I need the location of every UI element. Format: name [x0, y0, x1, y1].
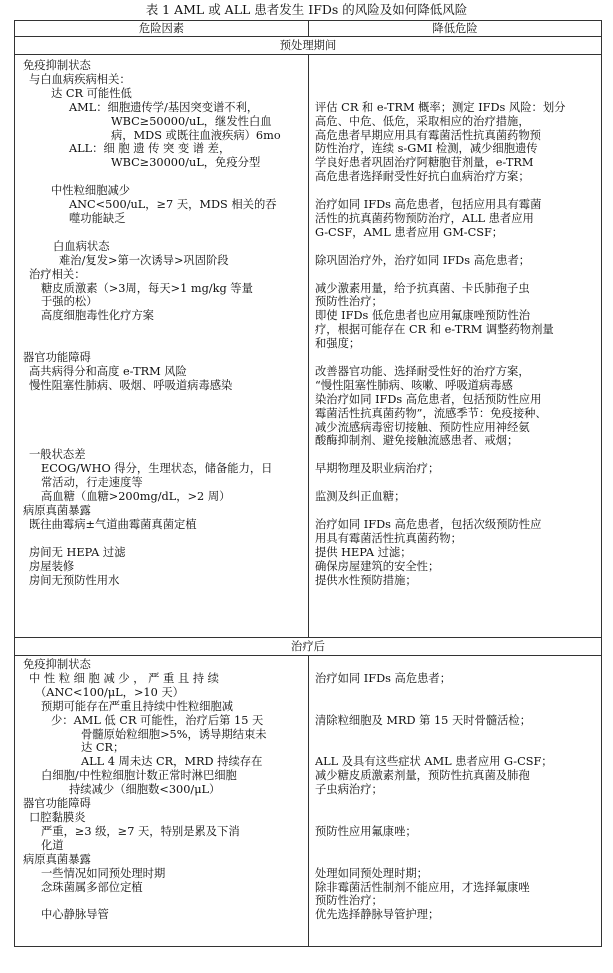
- text-line: [315, 268, 601, 282]
- section-post-treatment: 治疗后: [15, 638, 602, 656]
- text-line: 即使 IFDs 低危患者也应用氟康唑预防性治: [315, 309, 531, 323]
- text-line: 免疫抑制状态: [23, 658, 91, 671]
- text-line: 房间无预防性用水: [29, 573, 120, 587]
- text-line: ALL：细 胞 遗 传 突 变 谱 差，: [69, 142, 231, 156]
- text-line: [15, 337, 308, 351]
- pre-risk-cell: [15, 55, 309, 638]
- post-reduce-lines: [315, 658, 601, 922]
- text-line: 房屋装修: [29, 559, 75, 573]
- text-line: [315, 59, 601, 73]
- text-line: [315, 87, 601, 101]
- text-line: 预防性应用氟康唑；: [315, 824, 417, 838]
- text-line: AML：细胞遗传学/基因突变谱不利，: [69, 100, 259, 114]
- post-content-row: [15, 656, 602, 947]
- pre-content-row: [15, 55, 602, 638]
- text-line: 防性治疗，连续 s-GMI 检测，减少细胞遗传: [315, 142, 538, 156]
- text-line: 优先选择静脉导管护理；: [315, 908, 440, 922]
- text-line: 中心静脉导管: [41, 908, 109, 922]
- text-line: WBC≥50000/uL，继发性白血: [111, 114, 272, 128]
- text-line: 白血病状态: [53, 239, 110, 253]
- text-line: 骨髓原始粒细胞>5%，诱导期结束未: [81, 727, 267, 741]
- table-caption: 表 1 AML 或 ALL 患者发生 IFDs 的风险及如何降低风险: [145, 2, 468, 17]
- text-line: ALL 4 周未达 CR，MRD 持续存在: [81, 755, 263, 769]
- text-line: （ANC<100/μL，>10 天）: [35, 685, 184, 699]
- text-line: 高共病得分和高度 e-TRM 风险: [29, 364, 187, 378]
- text-line: [315, 728, 601, 742]
- text-line: 少：AML 低 CR 可能性，治疗后第 15 天: [51, 713, 264, 727]
- text-line: 治疗如同 IFDs 高危患者；: [315, 671, 452, 685]
- text-line: 既往曲霉病±气道曲霉菌真菌定植: [29, 517, 197, 531]
- header-row: [15, 21, 602, 37]
- text-line: [315, 839, 601, 853]
- text-line: 治疗如同 IFDs 高危患者，包括应用具有霉菌: [315, 198, 542, 212]
- text-line: 高度细胞毒性化疗方案: [41, 309, 154, 323]
- text-line: 学良好患者巩固治疗阿糖胞苷剂量，e-TRM: [315, 156, 534, 170]
- text-line: [15, 434, 308, 448]
- text-line: [15, 226, 308, 240]
- text-line: [315, 448, 601, 462]
- text-line: 减少糖皮质激素剂量，预防性抗真菌及肺孢: [315, 769, 530, 783]
- text-line: 评估 CR 和 e-TRM 概率；测定 IFDs 风险：划分: [315, 100, 566, 114]
- text-line: [315, 476, 601, 490]
- text-line: [15, 407, 308, 421]
- text-line: 持续减少（细胞数<300/μL）: [69, 783, 221, 797]
- header-reduce-risk: 降低危险: [309, 21, 602, 37]
- text-line: [15, 170, 308, 184]
- text-line: 严重，≥3 级，≥7 天，特别是累及下消: [41, 824, 240, 838]
- text-line: [315, 240, 601, 254]
- text-line: [15, 532, 308, 546]
- text-line: 治疗如同 IFDs 高危患者，包括次级预防性应: [315, 517, 542, 531]
- post-risk-cell: [15, 656, 309, 947]
- text-line: [15, 393, 308, 407]
- text-line: [315, 700, 601, 714]
- text-line: 除巩固治疗外，治疗如同 IFDs 高危患者；: [315, 253, 531, 267]
- pre-reduce-cell: [309, 55, 602, 638]
- text-line: 常活动，行走速度等: [41, 476, 143, 490]
- text-line: “慢性阻塞性肺病、咳嗽、呼吸道病毒感: [315, 378, 513, 392]
- text-line: 达 CR；: [81, 741, 125, 755]
- text-line: [315, 797, 601, 811]
- text-line: 治疗相关：: [29, 267, 86, 281]
- text-line: 器官功能障碍: [23, 797, 91, 811]
- text-line: 减少激素用量，给予抗真菌、卡氏肺孢子虫: [315, 281, 530, 295]
- text-line: 用具有霉菌活性抗真菌药物；: [315, 531, 462, 545]
- text-line: 疗，根据可能存在 CR 和 e-TRM 调整药物剂量: [315, 323, 554, 337]
- text-line: 房间无 HEPA 过滤: [29, 545, 126, 559]
- text-line: 器官功能障碍: [23, 351, 91, 365]
- header-risk-factors: 危险因素: [15, 21, 309, 37]
- text-line: 达 CR 可能性低: [51, 86, 132, 100]
- text-line: [315, 853, 601, 867]
- text-line: 一些情况如同预处理时期: [41, 866, 166, 880]
- text-line: 高危、中危、低危，采取相应的治疗措施，: [315, 114, 530, 128]
- text-line: 病，MDS 或既往血液疾病）6mo: [111, 128, 281, 142]
- text-line: 预防性治疗；: [315, 295, 383, 309]
- text-line: 白细胞/中性粒细胞计数正常时淋巴细胞: [41, 769, 237, 783]
- text-line: 提供 HEPA 过滤；: [315, 545, 412, 559]
- text-line: 病原真菌暴露: [23, 504, 91, 517]
- text-line: 一般状态差: [29, 448, 86, 462]
- text-line: [315, 351, 601, 365]
- text-line: 和强度；: [315, 337, 361, 351]
- text-line: [15, 894, 308, 908]
- text-line: 病原真菌暴露: [23, 852, 91, 866]
- section-row-pre: [15, 37, 602, 55]
- text-line: G-CSF，AML 患者应用 GM-CSF；: [315, 225, 504, 239]
- text-line: [15, 323, 308, 337]
- text-line: ANC<500/uL，≥7 天，MDS 相关的吞: [69, 198, 277, 212]
- text-line: 与白血病疾病相关：: [29, 72, 131, 86]
- text-line: 预防性治疗；: [315, 894, 383, 908]
- text-line: 监测及纠正血糖；: [315, 490, 406, 504]
- text-line: [15, 421, 308, 435]
- text-line: 预期可能存在严重且持续中性粒细胞减: [41, 699, 234, 713]
- text-line: [315, 504, 601, 518]
- text-line: 确保房屋建筑的安全性；: [315, 559, 440, 573]
- text-line: [315, 184, 601, 198]
- text-line: 噬功能缺乏: [69, 211, 126, 225]
- text-line: 早期物理及职业病治疗；: [315, 462, 440, 476]
- section-row-post: [15, 638, 602, 656]
- text-line: 免疫抑制状态: [23, 59, 91, 72]
- text-line: [315, 686, 601, 700]
- text-line: 高危患者选择耐受性好抗白血病治疗方案；: [315, 170, 530, 184]
- text-line: 中 性 粒 细 胞 减 少 ， 严 重 且 持 续: [29, 671, 219, 685]
- text-line: 子虫病治疗；: [315, 783, 383, 797]
- text-line: 酸酶抑制剂、避免接触流感患者、戒烟；: [315, 434, 519, 448]
- text-line: 活性的抗真菌药物预防治疗，ALL 患者应用: [315, 211, 534, 225]
- text-line: 染治疗如同 IFDs 高危患者，包括预防性应用: [315, 392, 542, 406]
- text-line: ECOG/WHO 得分，生理状态，储备能力，日: [41, 462, 273, 476]
- text-line: 念珠菌属多部位定植: [41, 880, 143, 894]
- risk-table: [14, 20, 602, 947]
- text-line: 改善器官功能、选择耐受性好的治疗方案，: [315, 364, 530, 378]
- text-line: 慢性阻塞性肺病、吸烟、呼吸道病毒感染: [29, 378, 233, 392]
- post-reduce-cell: [309, 656, 602, 947]
- text-line: ALL 及具有这些症状 AML 患者应用 G-CSF；: [315, 755, 553, 769]
- text-line: 清除粒细胞及 MRD 第 15 天时骨髓活检；: [315, 713, 532, 727]
- text-line: 高血糖（血糖>200mg/dL，>2 周）: [41, 490, 231, 504]
- text-line: [315, 658, 601, 672]
- text-line: 口腔黏膜炎: [29, 810, 86, 824]
- section-pretreatment: 预处理期间: [15, 37, 602, 55]
- pre-risk-lines: [15, 59, 308, 587]
- text-line: 糖皮质激素（>3周，每天>1 mg/kg 等量: [41, 281, 253, 295]
- text-line: [315, 811, 601, 825]
- text-line: 中性粒细胞减少: [51, 184, 131, 198]
- text-line: 处理如同预处理时期；: [315, 866, 428, 880]
- post-risk-lines: [15, 658, 308, 922]
- text-line: 霉菌活性抗真菌药物”，流感季节：免疫接种、: [315, 406, 547, 420]
- text-line: WBC≥30000/uL，免疫分型: [111, 156, 261, 170]
- text-line: 于强的松）: [41, 295, 98, 309]
- text-line: [315, 741, 601, 755]
- text-line: 化道: [41, 838, 64, 852]
- pre-reduce-lines: [315, 59, 601, 587]
- text-line: [315, 73, 601, 87]
- text-line: 减少流感病毒密切接触、预防性应用神经氨: [315, 420, 530, 434]
- text-line: 除非霉菌活性制剂不能应用，才选择氟康唑: [315, 880, 530, 894]
- text-line: 难治/复发>第一次诱导>巩固阶段: [59, 253, 229, 267]
- text-line: 提供水性预防措施；: [315, 573, 417, 587]
- text-line: 高危患者早期应用具有霉菌活性抗真菌药物预: [315, 128, 541, 142]
